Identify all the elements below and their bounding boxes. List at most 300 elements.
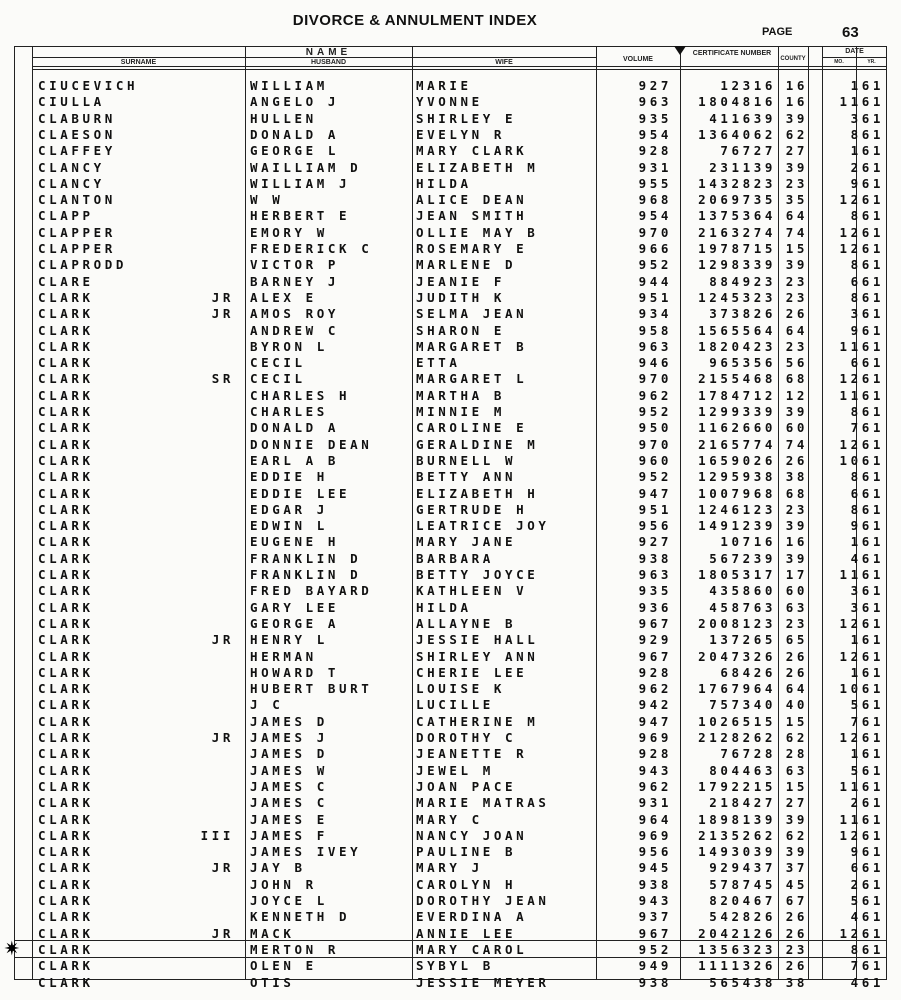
wife-cell: MARLENE D [416,257,517,273]
county-cell: 23 [785,175,808,191]
husband-cell: FRANKLIN D [250,550,362,566]
wife-cell: ALLAYNE B [416,615,517,631]
certificate-cell: 231139 [709,159,776,175]
surname-cell: CLARK [38,941,94,957]
volume-cell: 952 [638,257,672,273]
husband-cell: GARY LEE [250,599,340,615]
surname-cell: CLARK [38,844,94,860]
table-row [0,763,901,779]
certificate-cell: 820467 [709,893,776,908]
wife-cell: ROSEMARY E [416,241,528,256]
date-cell: 1161 [839,387,884,403]
surname-cell: CLARK [38,827,94,843]
date-cell: 661 [850,355,884,371]
county-cell: 15 [785,241,808,256]
header-rule [822,57,887,58]
surname-cell: CLARK [38,713,94,729]
date-cell: 1261 [839,648,884,664]
certificate-cell: 1767964 [698,681,776,697]
date-cell: 861 [850,208,884,224]
table-row [0,616,901,632]
county-cell: 39 [785,159,808,175]
table-row [0,567,901,583]
volume-cell: 944 [638,273,672,289]
date-cell: 861 [850,257,884,273]
wife-cell: LUCILLE [416,697,494,713]
certificate-cell: 1007968 [698,485,776,501]
surname-cell: CLAPRODD [38,257,128,273]
husband-cell: W W [250,192,284,208]
volume-cell: 967 [638,648,672,664]
table-row [0,143,901,159]
husband-cell: DONALD A [250,126,340,142]
surname-cell: CLAPP [38,208,94,224]
county-cell: 35 [785,192,808,208]
wife-cell: JEAN SMITH [416,208,528,224]
county-cell: 38 [785,469,808,485]
surname-cell: CIUCEVICH [38,78,139,93]
county-cell: 23 [785,338,808,354]
husband-cell: HULLEN [250,110,317,126]
date-cell: 161 [850,632,884,648]
volume-cell: 963 [638,567,672,582]
county-cell: 39 [785,404,808,419]
volume-cell: 938 [638,550,672,566]
date-cell: 1261 [839,730,884,745]
county-cell: 27 [785,795,808,811]
table-row [0,127,901,143]
date-cell: 661 [850,273,884,289]
county-cell: 45 [785,876,808,892]
date-cell: 861 [850,941,884,957]
county-cell: 39 [785,257,808,273]
county-cell: 23 [785,289,808,305]
table-row [0,404,901,420]
surname-cell: CLARK [38,338,94,354]
husband-cell: ANGELO J [250,94,340,110]
county-cell: 23 [785,941,808,957]
certificate-header: CERTIFICATE NUMBER [692,50,772,57]
surname-cell: CLARK [38,322,94,338]
surname-cell: CLARK [38,355,94,371]
volume-cell: 954 [638,126,672,142]
volume-cell: 928 [638,664,672,680]
column-marker-triangle [674,46,686,55]
volume-cell: 955 [638,175,672,191]
wife-cell: GERTRUDE H [416,501,528,517]
surname-cell: CLAFFEY [38,143,116,159]
table-row [0,323,901,339]
husband-cell: EUGENE H [250,534,340,550]
wife-cell: SHARON E [416,322,506,338]
surname-cell: CLARK [38,306,94,322]
husband-cell: JAMES C [250,795,328,811]
date-cell: 861 [850,126,884,142]
volume-cell: 963 [638,338,672,354]
surname-cell: CLARK [38,664,94,680]
husband-cell: WILLIAM [250,78,328,93]
date-cell: 161 [850,664,884,680]
husband-cell: JAMES J [250,730,328,745]
volume-cell: 950 [638,420,672,436]
table-row [0,306,901,322]
surname-cell: CLARK [38,958,94,974]
volume-cell: 952 [638,469,672,485]
volume-cell: 947 [638,713,672,729]
table-row [0,909,901,925]
table-row [0,860,901,876]
county-cell: 62 [785,827,808,843]
surname-cell: CLAESON [38,126,116,142]
surname-cell: CLARK [38,746,94,762]
table-row [0,420,901,436]
date-cell: 1261 [839,371,884,387]
suffix-cell: III [200,827,234,843]
date-cell: 661 [850,485,884,501]
surname-cell: CLARK [38,876,94,892]
wife-cell: CHERIE LEE [416,664,528,680]
surname-cell: CLARK [38,567,94,582]
table-row [0,534,901,550]
certificate-cell: 12316 [720,78,776,93]
date-cell: 761 [850,713,884,729]
county-header: COUNTY [780,56,806,62]
date-cell: 1261 [839,827,884,843]
husband-cell: EMORY W [250,224,328,240]
date-cell: 261 [850,159,884,175]
table-row [0,192,901,208]
wife-cell: MARY CLARK [416,143,528,159]
county-cell: 12 [785,387,808,403]
surname-cell: CLARK [38,420,94,436]
certificate-cell: 1792215 [698,778,776,794]
county-cell: 68 [785,485,808,501]
husband-cell: ALEX E [250,289,317,305]
certificate-cell: 435860 [709,583,776,599]
certificate-cell: 1432823 [698,175,776,191]
page-number: 63 [842,24,859,41]
wife-cell: LOUISE K [416,681,506,697]
husband-cell: J C [250,697,284,713]
county-cell: 68 [785,371,808,387]
table-row [0,518,901,534]
suffix-cell: JR [211,730,234,745]
surname-cell: CLARK [38,436,94,452]
date-cell: 861 [850,469,884,485]
volume-cell: 927 [638,78,672,93]
surname-cell: CLARK [38,289,94,305]
surname-cell: CLARK [38,893,94,908]
husband-cell: EARL A B [250,452,340,468]
wife-cell: OLLIE MAY B [416,224,539,240]
date-cell: 361 [850,583,884,599]
suffix-cell: JR [211,289,234,305]
table-row [0,583,901,599]
husband-cell: EDDIE H [250,469,328,485]
husband-cell: JAMES E [250,811,328,827]
wife-cell: CAROLYN H [416,876,517,892]
volume-header: VOLUME [623,56,653,63]
county-cell: 15 [785,778,808,794]
county-cell: 23 [785,273,808,289]
certificate-cell: 1375364 [698,208,776,224]
wife-cell: DOROTHY C [416,730,517,745]
husband-cell: EDDIE LEE [250,485,351,501]
date-cell: 361 [850,306,884,322]
date-cell: 461 [850,909,884,925]
table-row [0,942,901,958]
surname-cell: CLARK [38,974,94,990]
certificate-cell: 884923 [709,273,776,289]
certificate-cell: 218427 [709,795,776,811]
volume-cell: 962 [638,778,672,794]
husband-cell: VICTOR P [250,257,340,273]
wife-cell: MARIE [416,78,472,93]
county-cell: 26 [785,958,808,974]
surname-cell: CLARK [38,795,94,811]
date-cell: 1261 [839,436,884,452]
certificate-cell: 578745 [709,876,776,892]
wife-cell: NANCY JOAN [416,827,528,843]
wife-cell: MARY C [416,811,483,827]
wife-cell: CATHERINE M [416,713,539,729]
table-row [0,893,901,909]
county-cell: 60 [785,420,808,436]
county-cell: 39 [785,811,808,827]
wife-cell: JESSIE HALL [416,632,539,648]
date-cell: 361 [850,110,884,126]
surname-cell: CLANCY [38,175,105,191]
table-row [0,795,901,811]
husband-cell: JAMES IVEY [250,844,362,860]
volume-cell: 970 [638,371,672,387]
wife-cell: ANNIE LEE [416,925,517,941]
surname-cell: CLARK [38,615,94,631]
certificate-cell: 1820423 [698,338,776,354]
certificate-cell: 1898139 [698,811,776,827]
county-cell: 62 [785,126,808,142]
county-cell: 64 [785,681,808,697]
volume-cell: 937 [638,909,672,925]
wife-cell: MARIE MATRAS [416,795,550,811]
date-cell: 1261 [839,241,884,256]
volume-cell: 966 [638,241,672,256]
surname-cell: CLARK [38,550,94,566]
certificate-cell: 1805317 [698,567,776,582]
wife-cell: HILDA [416,599,472,615]
surname-header: SURNAME [120,59,157,66]
husband-cell: GEORGE A [250,615,340,631]
date-cell: 261 [850,795,884,811]
table-row [0,812,901,828]
surname-cell: CLAPPER [38,241,116,256]
volume-cell: 935 [638,583,672,599]
table-row [0,290,901,306]
volume-cell: 938 [638,974,672,990]
surname-cell: CLARK [38,909,94,925]
volume-cell: 954 [638,208,672,224]
date-cell: 1261 [839,192,884,208]
volume-cell: 928 [638,746,672,762]
date-cell: 1061 [839,452,884,468]
husband-cell: CECIL [250,355,306,371]
date-cell: 1161 [839,778,884,794]
certificate-cell: 76727 [720,143,776,159]
date-month-header: MO. [834,59,844,65]
table-row [0,714,901,730]
wife-cell: LEATRICE JOY [416,518,550,534]
volume-cell: 935 [638,110,672,126]
wife-cell: HILDA [416,175,472,191]
husband-cell: JOYCE L [250,893,328,908]
date-cell: 261 [850,876,884,892]
table-row [0,78,901,94]
volume-cell: 951 [638,289,672,305]
volume-cell: 970 [638,436,672,452]
table-row [0,681,901,697]
table-row [0,274,901,290]
date-cell: 661 [850,860,884,876]
wife-cell: JEWEL M [416,762,494,778]
certificate-cell: 1162660 [698,420,776,436]
certificate-cell: 2069735 [698,192,776,208]
certificate-cell: 1659026 [698,452,776,468]
date-cell: 461 [850,974,884,990]
volume-cell: 964 [638,811,672,827]
date-cell: 861 [850,289,884,305]
county-cell: 16 [785,534,808,550]
table-row [0,844,901,860]
husband-cell: HERBERT E [250,208,351,224]
table-row [0,649,901,665]
husband-cell: HENRY L [250,632,328,648]
volume-cell: 942 [638,697,672,713]
wife-cell: GERALDINE M [416,436,539,452]
certificate-cell: 1804816 [698,94,776,110]
husband-cell: JAMES F [250,827,328,843]
surname-cell: CLARK [38,925,94,941]
husband-cell: CHARLES H [250,387,351,403]
husband-cell: WAILLIAM D [250,159,362,175]
table-row [0,225,901,241]
husband-cell: FRANKLIN D [250,567,362,582]
certificate-cell: 1356323 [698,941,776,957]
date-cell: 161 [850,143,884,159]
husband-cell: MACK [250,925,295,941]
certificate-cell: 411639 [709,110,776,126]
volume-cell: 929 [638,632,672,648]
table-row [0,665,901,681]
volume-cell: 943 [638,893,672,908]
volume-cell: 963 [638,94,672,110]
certificate-cell: 567239 [709,550,776,566]
date-cell: 161 [850,746,884,762]
surname-cell: CLABURN [38,110,116,126]
surname-cell: CLAPPER [38,224,116,240]
husband-cell: MERTON R [250,941,340,957]
wife-cell: MARY JANE [416,534,517,550]
date-cell: 161 [850,78,884,93]
wife-cell: SHIRLEY E [416,110,517,126]
certificate-cell: 2047326 [698,648,776,664]
husband-cell: ANDREW C [250,322,340,338]
husband-cell: GEORGE L [250,143,340,159]
table-row [0,388,901,404]
date-cell: 561 [850,697,884,713]
volume-cell: 967 [638,925,672,941]
table-row [0,779,901,795]
husband-cell: EDWIN L [250,518,328,534]
county-cell: 16 [785,94,808,110]
surname-cell: CLARK [38,518,94,534]
wife-cell: BARBARA [416,550,494,566]
county-cell: 37 [785,860,808,876]
certificate-cell: 2042126 [698,925,776,941]
table-row [0,241,901,257]
county-cell: 26 [785,925,808,941]
date-cell: 961 [850,844,884,860]
certificate-cell: 2155468 [698,371,776,387]
county-cell: 60 [785,583,808,599]
husband-cell: JAMES D [250,746,328,762]
wife-cell: KATHLEEN V [416,583,528,599]
name-header: NAME [305,47,352,58]
date-cell: 461 [850,550,884,566]
husband-cell: DONALD A [250,420,340,436]
certificate-cell: 2128262 [698,730,776,745]
date-cell: 861 [850,404,884,419]
table-row [0,926,901,942]
certificate-cell: 1299339 [698,404,776,419]
table-row [0,339,901,355]
surname-cell: CLANTON [38,192,116,208]
county-cell: 17 [785,567,808,582]
volume-cell: 927 [638,534,672,550]
county-cell: 63 [785,762,808,778]
wife-cell: BETTY ANN [416,469,517,485]
county-cell: 23 [785,501,808,517]
county-cell: 23 [785,615,808,631]
volume-cell: 958 [638,322,672,338]
table-row [0,453,901,469]
volume-cell: 928 [638,143,672,159]
certificate-cell: 1565564 [698,322,776,338]
husband-cell: JOHN R [250,876,317,892]
wife-cell: SYBYL B [416,958,494,974]
surname-cell: CLARK [38,599,94,615]
surname-cell: CLANCY [38,159,105,175]
husband-cell: HERMAN [250,648,317,664]
wife-cell: MARGARET B [416,338,528,354]
volume-cell: 968 [638,192,672,208]
volume-cell: 938 [638,876,672,892]
date-cell: 1161 [839,567,884,582]
date-cell: 1261 [839,615,884,631]
table-row [0,730,901,746]
table-row [0,355,901,371]
husband-cell: CECIL [250,371,306,387]
certificate-cell: 10716 [720,534,776,550]
volume-cell: 945 [638,860,672,876]
certificate-cell: 2008123 [698,615,776,631]
surname-cell: CLARE [38,273,94,289]
county-cell: 64 [785,208,808,224]
county-cell: 27 [785,143,808,159]
wife-cell: JESSIE MEYER [416,974,550,990]
surname-cell: CLARK [38,387,94,403]
surname-cell: CLARK [38,811,94,827]
wife-cell: MINNIE M [416,404,506,419]
